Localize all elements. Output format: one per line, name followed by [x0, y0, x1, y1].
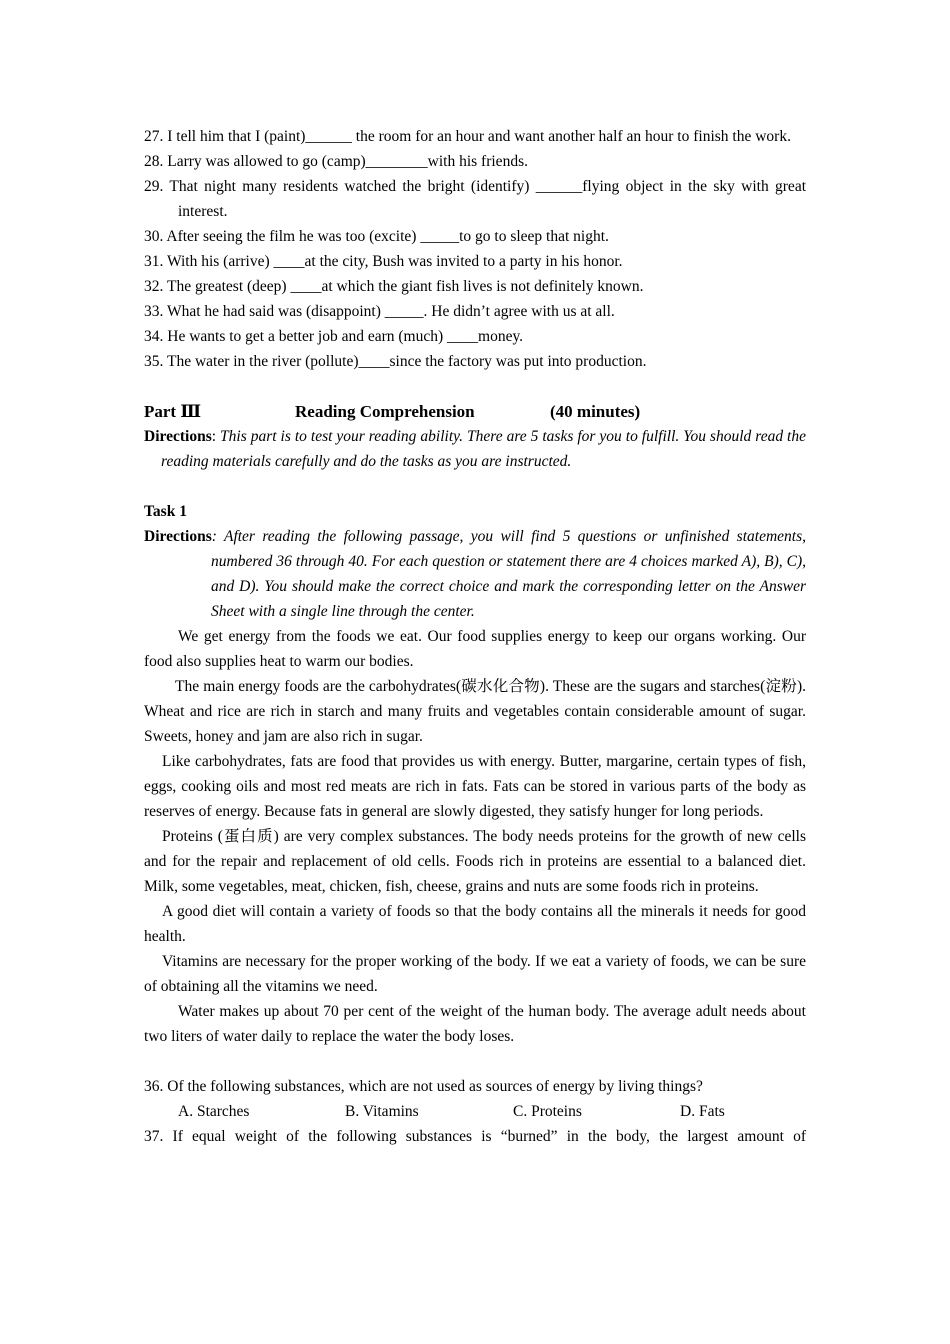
part-time: (40 minutes) — [550, 402, 641, 421]
task1-directions-label: Directions — [144, 528, 212, 545]
part-label: Part Ⅲ — [144, 402, 202, 421]
task1-directions — [144, 524, 806, 624]
part3-directions: Directions: This part is to test your reading ability. There are 5 tasks for you to fulfill. You should read the reading materials carefully and do the tasks as you are instructed. — [144, 428, 806, 470]
passage-paragraph: The main energy foods are the carbohydrates(碳水化合物). These are the sugars and starches(淀粉). Wheat and rice are rich in starch and many fruits and vegetables contain considerable amount of sugar. Sweets, honey and jam are also rich in sugar. — [144, 678, 806, 745]
spacer — [144, 374, 806, 399]
passage-paragraph: Vitamins are necessary for the proper working of the body. If we eat a variety of foods, we can be sure of obtaining all the vitamins we need. — [144, 953, 806, 995]
directions-text: This part is to test your reading ability. There are 5 tasks for you to fulfill. You should read the reading materials carefully and do the tasks as you are instructed. — [161, 428, 806, 470]
question-34: 34. He wants to get a better job and earn (much) ____money. — [144, 328, 524, 345]
question-35: 35. The water in the river (pollute)____since the factory was put into production. — [144, 353, 647, 370]
passage-paragraph: A good diet will contain a variety of foods so that the body contains all the minerals it needs for good health. — [144, 903, 806, 945]
question-36-options — [144, 1099, 806, 1124]
question-30: 30. After seeing the film he was too (excite) _____to go to sleep that night. — [144, 228, 609, 245]
part3-heading — [144, 399, 806, 424]
part-title: Reading Comprehension — [295, 402, 475, 421]
passage-paragraph: Proteins (蛋白质) are very complex substances. The body needs proteins for the growth of new cells and for the repair and replacement of old cells. Foods rich in proteins are essential to a balanced diet. Milk, some vegetables, meat, chicken, fish, cheese, grains and nuts are some foods rich in proteins. — [144, 828, 806, 895]
option-b: B. Vitamins — [345, 1103, 419, 1120]
question-31: 31. With his (arrive) ____at the city, Bush was invited to a party in his honor. — [144, 253, 623, 270]
spacer — [144, 1049, 806, 1074]
directions-label: Directions — [144, 428, 212, 445]
question-29: 29. That night many residents watched the bright (identify) ______flying object in the sky with great interest. — [144, 178, 806, 220]
exam-page — [144, 124, 806, 1149]
question-36-stem: 36. Of the following substances, which are not used as sources of energy by living things? — [144, 1078, 703, 1095]
question-28: 28. Larry was allowed to go (camp)________with his friends. — [144, 153, 528, 170]
question-37-stem: 37. If equal weight of the following substances is “burned” in the body, the largest amount of — [144, 1128, 806, 1145]
passage-paragraph: We get energy from the foods we eat. Our food supplies energy to keep our organs working. Our food also supplies heat to warm our bodies. — [144, 628, 806, 670]
question-33: 33. What he had said was (disappoint) _____. He didn’t agree with us at all. — [144, 303, 615, 320]
task1-title: Task 1 — [144, 503, 187, 520]
question-27: 27. I tell him that I (paint)______ the room for an hour and want another half an hour to finish the work. — [144, 128, 791, 145]
spacer — [144, 474, 806, 499]
option-c: C. Proteins — [513, 1103, 582, 1120]
task1-directions-text: : After reading the following passage, you will find 5 questions or unfinished statements, numbered 36 through 40. For each question or statement there are 4 choices marked A), B), C), and D). You should make the correct choice and mark the corresponding letter on the Answer Sheet with a single line through the center. — [211, 528, 806, 620]
question-32: 32. The greatest (deep) ____at which the giant fish lives is not definitely known. — [144, 278, 644, 295]
option-a: A. Starches — [178, 1103, 250, 1120]
passage-paragraph: Like carbohydrates, fats are food that provides us with energy. Butter, margarine, certain types of fish, eggs, cooking oils and most red meats are rich in fats. Fats can be stored in various parts of the body as reserves of energy. Because fats in general are slowly digested, they satisfy hunger for long periods. — [144, 753, 806, 820]
option-d: D. Fats — [680, 1103, 725, 1120]
passage-paragraph: Water makes up about 70 per cent of the weight of the human body. The average adult needs about two liters of water daily to replace the water the body loses. — [144, 1003, 806, 1045]
